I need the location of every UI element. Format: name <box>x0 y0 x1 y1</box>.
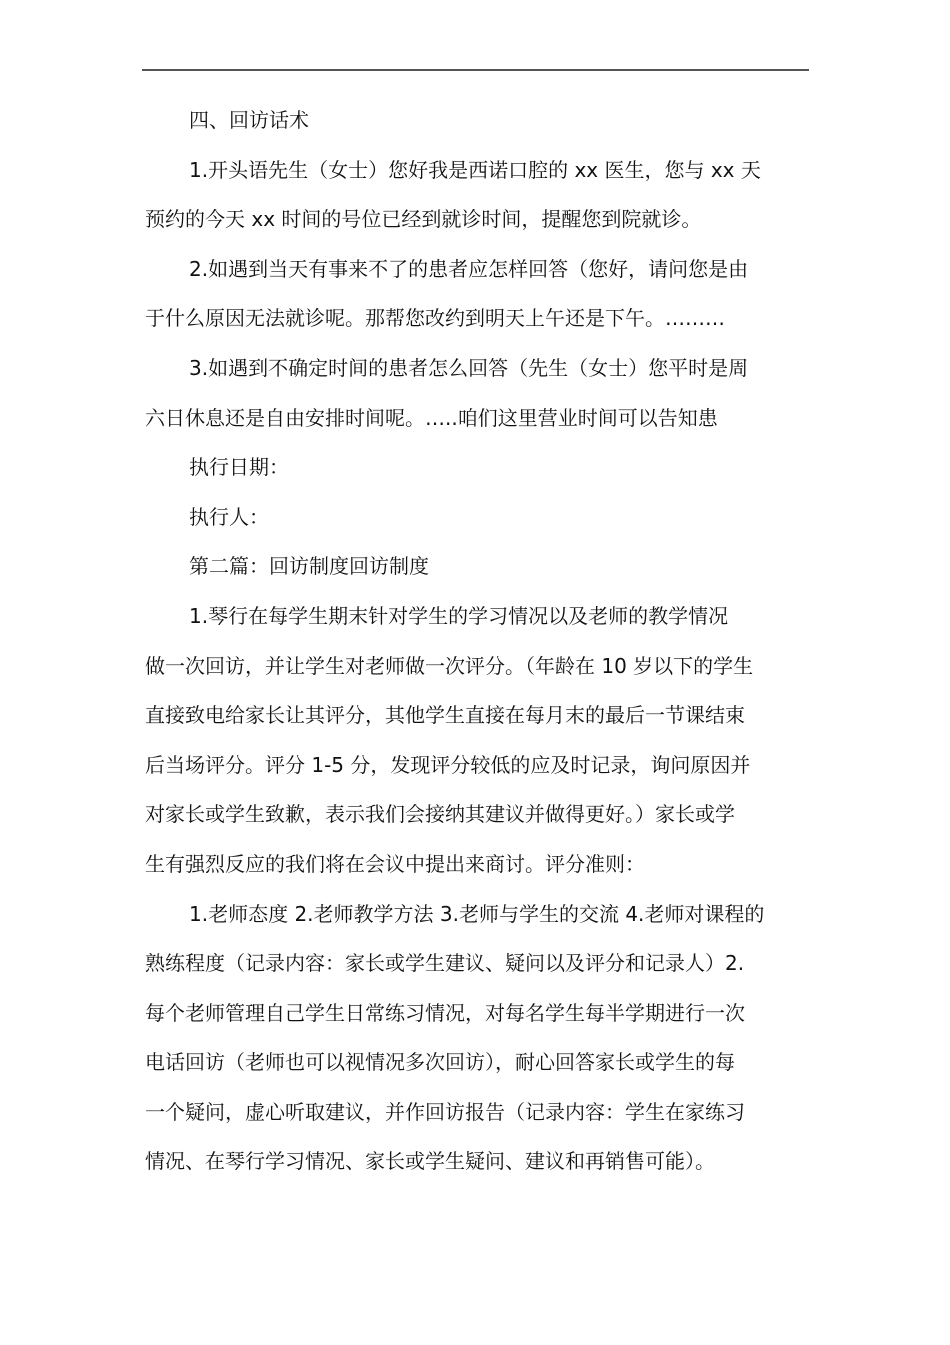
section-heading: 第二篇：回访制度回访制度 <box>189 554 429 579</box>
section-heading: 四、回访话术 <box>189 108 309 132</box>
paragraph-line: 预约的今天 xx 时间的号位已经到就诊时间，提醒您到院就诊。 <box>145 207 702 232</box>
paragraph-line: 电话回访（老师也可以视情况多次回访），耐心回答家长或学生的每 <box>145 1050 735 1075</box>
paragraph-line: 1.琴行在每学生期末针对学生的学习情况以及老师的教学情况 <box>189 603 729 628</box>
paragraph-line: 六日休息还是自由安排时间呢。…..咱们这里营业时间可以告知患 <box>145 405 718 430</box>
executor-label: 执行人： <box>189 504 269 529</box>
paragraph-line: 直接致电给家长让其评分，其他学生直接在每月末的最后一节课结束 <box>145 703 745 728</box>
paragraph-line: 3.如遇到不确定时间的患者怎么回答（先生（女士）您平时是周 <box>189 355 749 380</box>
execution-date-label: 执行日期： <box>189 455 289 480</box>
paragraph-line: 生有强烈反应的我们将在会议中提出来商讨。评分准则： <box>145 851 645 876</box>
paragraph-line: 每个老师管理自己学生日常练习情况，对每名学生每半学期进行一次 <box>145 1000 745 1025</box>
paragraph-line: 对家长或学生致歉，表示我们会接纳其建议并做得更好。）家长或学 <box>145 802 735 827</box>
paragraph-line: 熟练程度（记录内容：家长或学生建议、疑问以及评分和记录人）2. <box>145 951 745 976</box>
paragraph-line: 2.如遇到当天有事来不了的患者应怎样回答（您好，请问您是由 <box>189 256 749 281</box>
paragraph-line: 做一次回访，并让学生对老师做一次评分。（年龄在 10 岁以下的学生 <box>145 653 754 678</box>
paragraph-line: 1.开头语先生（女士）您好我是西诺口腔的 xx 医生，您与 xx 天 <box>189 157 761 182</box>
paragraph-line: 情况、在琴行学习情况、家长或学生疑问、建议和再销售可能）。 <box>145 1149 715 1174</box>
paragraph-line: 1.老师态度 2.老师教学方法 3.老师与学生的交流 4.老师对课程的 <box>189 901 765 926</box>
paragraph-line: 一个疑问，虚心听取建议，并作回访报告（记录内容：学生在家练习 <box>145 1099 745 1124</box>
paragraph-line: 于什么原因无法就诊呢。那帮您改约到明天上午还是下午。……… <box>145 306 725 331</box>
header-rule <box>142 69 809 71</box>
document-body <box>145 96 830 1187</box>
paragraph-line: 后当场评分。评分 1-5 分，发现评分较低的应及时记录，询问原因并 <box>145 752 751 777</box>
